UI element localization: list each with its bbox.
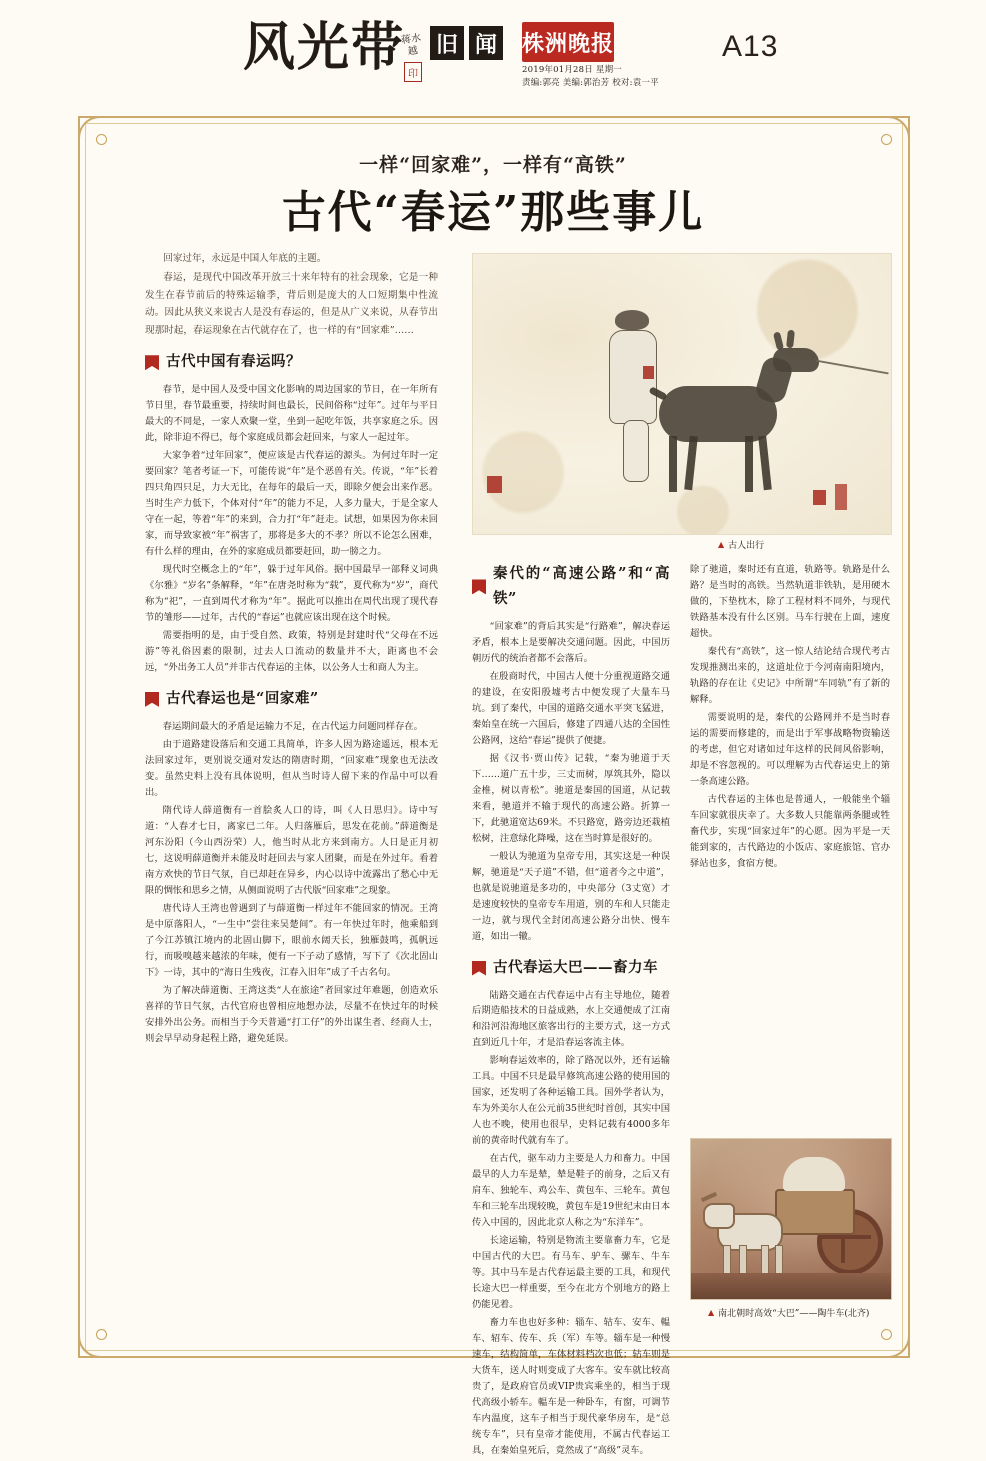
artist-seal-icon-4: [835, 484, 847, 510]
s1-p3: 现代时空概念上的“年”，躲于过年风俗。据中国最早一部释义词典《尔雅》“岁名”条解释，“年”在唐尧时称为“载”，夏代称为“岁”，商代称为“祀”，一直到周代才称为“年”。据此可以推出在周代出现了现代春节的雏形——过年，古代的“春运”也就应该出现在这个时候。: [145, 564, 438, 623]
jiuwen-char-2: 闻: [469, 26, 503, 60]
section-title-3: 秦代的“高速公路”和“高铁”: [493, 565, 670, 607]
s1-p1: 春节，是中国人及受中国文化影响的周边国家的节日，在一年所有节日里，春节最重要，持续时间也最长，民间俗称“过年”。过年与平日最大的不同是，一家人欢聚一堂，坐到一起吃年饭，共享家庭之乐。因此，除非迫不得已，每个家庭成员都会赶回来，与家人一起过年。: [145, 384, 438, 444]
caption-text-2: 南北朝时高效“大巴”——陶牛车(北齐): [718, 1309, 870, 1319]
publication-logo: 风光带: [243, 17, 406, 78]
s4-p1: 陆路交通在古代春运中占有主导地位，随着后期造船技术的日益成熟，水上交通便成了江南和沿河沿海地区旅客出行的主要方式，这一方式直到近几十年，才是沿春运客流主体。: [472, 989, 670, 1049]
wheel-spoke-h: [819, 1235, 871, 1239]
column-2: [472, 562, 670, 1461]
s4-p5: 畜力车也也好多种：辎车、轱车、安车、輼车、轺车、传车、兵（军）车等。辎车是一种慢速车，结构简单，车体材料档次也低；轱车则是大货车，送人时则变成了大客车。安车就比较高贵了，是政府官员或VIP贵宾乘坐的，相当于现代高级小轿车。輼车是一种卧车，有窗，可调节车内温度，这车子相当于现代豪华房车，是“总统专车”，只有皇帝才能使用，不属古代春运工具，在秦始皇死后，竟然成了“高级”灵车。: [472, 1317, 670, 1457]
frame-corner-bottom-left: [78, 1298, 138, 1358]
bookmark-flag-icon-1: [145, 355, 159, 370]
section-heading-2: [145, 687, 438, 712]
donkey-leg-3: [745, 436, 753, 492]
section-title-1: 古代中国有春运吗？: [166, 353, 301, 371]
caption-text: 古人出行: [728, 541, 765, 551]
rider-hat-icon: [615, 310, 649, 330]
artist-seal-icon-2: [643, 366, 654, 379]
bookmark-flag-icon-3: [472, 579, 486, 594]
cart-canopy: [783, 1157, 845, 1191]
s3-p2: 在殷商时代，中国古人便十分重视道路交通的建设，在安阳殷墟考古中便发现了大量车马坑。到了秦代，中国的道路交通水平突飞猛进，秦始皇在统一六国后，修建了四通八达的全国性公路网，这给“春运”提供了便捷。: [472, 670, 670, 746]
lead-paragraphs: [145, 250, 438, 339]
figure-ground: [691, 1273, 891, 1299]
frame-dot-top-left: [96, 134, 107, 145]
donkey-leg-1: [669, 436, 677, 492]
ox-head: [703, 1203, 735, 1229]
section-title-2: 古代春运也是“回家难”: [166, 689, 319, 707]
s2-p3: 隋代诗人薛道衡有一首脍炙人口的诗，叫《人日思归》。诗中写道：“人春才七日，离家已二年。人归落雁后，思发在花前。”薛道衡是河东汾阳（今山西汾荣）人，他当时从北方来到南方。人日是正月初七，这说明薛道衡并未能及时赶回去与家人团聚，而是在外过年。看着南方欢快的节日气氛，自已却赶在异乡，内心以诗中流露出了愁心中无限的惆怅和思乡之情，从侧面说明了古代版“回家难”之现象。: [145, 804, 438, 896]
frame-dot-bottom-right: [881, 1329, 892, 1340]
page-number: A13: [722, 30, 779, 63]
logo-subscript: 蒋水越: [400, 32, 422, 58]
s3-p1: “回家难”的背后其实是“行路难”，解决春运矛盾，根本上是要解决交通问题。因此，中国历朝历代的统治者都不会落后。: [472, 620, 670, 664]
section-heading-1: [145, 350, 438, 375]
s2-p4: 唐代诗人王湾也曾遇到了与薛道衡一样过年不能回家的情况。王湾是中原落阳人，“一生中”尝往来吴楚间”。有一年快过年时，他乘船到了今江苏镇江境内的北固山脚下，眼前水阔天长，独雁鼓鸣，孤帆远行，而吸嗅越来越浓的年味，便有一下子动了感情，写下了《次北固山下》一诗，其中的“海日生残夜，江春入旧年”成了千古名句。: [145, 902, 438, 978]
jiuwen-char-1: 旧: [430, 26, 464, 60]
caption-triangle-icon: ▲: [718, 540, 725, 549]
lead-p2: 春运，是现代中国改革开放三十来年特有的社会现象，它是一种发生在春节前后的特殊运输季，背后则是庞大的人口短期集中性流动。因此从狭义来说古人是没有春运的，但是从广义来说，从春节出现那时起，春运现象在古代就存在了，也一样的有“回家难”……: [145, 272, 438, 336]
figure-ox-cart: [690, 1138, 892, 1300]
rider-leg: [623, 420, 649, 482]
section-heading-4: [472, 956, 670, 981]
s3-p3: 据《汉书·贾山传》记载，“秦为驰道于天下……道广五十步，三丈而树，厚筑其外，隐以金椎，树以青松”。驰道是秦国的国道，从记载来看，驰道并不输于现代的高速公路。折算一下，此驰道宽达69米。不只路宽，路旁边还栽植松树，注意绿化降噪，这在当时算是很好的。: [472, 752, 670, 844]
column-1: [145, 250, 438, 1049]
s3-p5: 除了驰道，秦时还有直道，轨路等。轨路是什么路？是当时的高铁。当然轨道非铁轨，是用硬木做的，下垫枕木，除了工程材料不同外，与现代铁路基本没有什么区别。马车行驶在上面，速度超快。: [690, 564, 890, 639]
lead-p1: 回家过年，永远是中国人年底的主题。: [163, 253, 327, 264]
artist-seal-icon-1: [487, 476, 502, 493]
frame-dot-bottom-left: [96, 1329, 107, 1340]
caption-triangle-icon-2: ▲: [708, 1308, 715, 1317]
column-3: [690, 562, 890, 874]
column-name-jiuwen: [430, 26, 503, 60]
donkey-head: [773, 348, 819, 372]
s2-p5: 为了解决薛道衡、王湾这类“人在旅途”者回家过年难题，创造欢乐喜祥的节日气氛，古代官府也曾相应地想办法，尽量不在快过年的时候安排外出公务。而相当于今天普通“打工仔”的外出谋生者、经商人士，则会早早动身起程上路，避免延误。: [145, 984, 438, 1044]
paper-name-seal: 株洲晚报: [522, 22, 614, 62]
section-title-4: 古代春运大巴——畜力车: [493, 958, 658, 976]
s1-p2: 大家争着“过年回家”，便应该是古代春运的源头。为何过年时一定要回家？笔者考证一下，可能传说“年”是个恶兽有关。传说，“年”长着四只角四只足，力大无比，在每年的最后一天，即除夕便会出来作恶。当时生产力低下，个体对付“年”的能力不足，人多力量大，于是全家人守在一起，等着“年”的来到，合力打“年”赶走。试想，如果因为你未回家，而导致家被“年”祸害了，那将是多大的不孝？所以不论怎么困难，有什么样的理由，在外的家庭成员都要赶回，助一膀之力。: [145, 450, 438, 558]
cart-body: [775, 1189, 855, 1235]
page-title: 古代“春运”那些事儿: [281, 187, 705, 238]
s3-p7: 需要说明的是，秦代的公路网并不是当时春运的需要而修建的，而是出于军事战略物资输送的考虑，但它对诸如过年这样的民间风俗影响，却是不容忽视的。可以理解为古代春运史上的第一条高速公路。: [690, 711, 890, 787]
issue-info: 2019年01月28日 星期一 责编:郭亮 美编:郭治芳 校对:袁一平: [522, 65, 659, 88]
headline-kicker: 一样“回家难”，一样有“高铁”: [359, 154, 627, 176]
figure-caption-1: [718, 538, 764, 551]
s3-p4: 一般认为驰道为皇帝专用，其实这是一种误解，驰道是“天子道”不错，但“道者今之中道”，也就是说驰道是多功的，中央部分（3丈宽）才是速度较快的皇帝专车用道，别的车和人只能走一边，就与现代全封闭高速公路分出快、慢车道，如出一辙。: [472, 850, 670, 942]
figure-caption-2: [708, 1306, 869, 1319]
frame-dot-top-right: [881, 134, 892, 145]
s3-p6: 秦代有“高铁”，这一惊人结论结合现代考古发现推测出来的，这道址位于今河南南阳境内，轨路的存在让《史记》中所谓“车同轨”有了新的解释。: [690, 645, 890, 705]
s4-p4: 长途运输，特别是物流主要靠畜力车，它是中国古代的大巴。有马车、驴车、骡车、牛车等。其中马车是古代春运最主要的工具，和现代长途大巴一样重要，至今在北方个别地方的路上仍能见着。: [472, 1235, 670, 1311]
bookmark-flag-icon-4: [472, 961, 486, 976]
s2-p1: 春运期间最大的矛盾是运输力不足，在古代运力问题同样存在。: [162, 720, 423, 732]
bookmark-flag-icon-2: [145, 692, 159, 707]
s4-p2: 影响春运效率的，除了路况以外，还有运输工具。中国不只是最早修筑高速公路的使用国的国家，还发明了各种运输工具。国外学者认为，车为外美尔人在公元前35世纪时首创，其实中国人也不晚，使用也很早，史料记载有4000多年前的黄帝时代就有车了。: [472, 1055, 670, 1147]
s4-p3: 在古代，驱车动力主要是人力和畜力。中国最早的人力车是辇，辇是鞋子的前身，之后又有肩车、独轮车、鸡公车、黄包车、三轮车。黄包车和三轮车出现较晚，黄包车是19世纪末由日本传入中国的，因此北京人称之为“东洋车”。: [472, 1153, 670, 1229]
s1-p4: 需要指明的是，由于受自然、政策，特别是封建时代“父母在不远游”等礼俗因素的限制，过去人口流动的数量并不大，距离也不会远，“外出务工人员”并非古代春运的主体，以公务人士和商人为主。: [145, 629, 438, 673]
artist-seal-icon-3: [813, 490, 826, 505]
section-heading-3: [472, 562, 670, 612]
logo-seal-icon: 印: [404, 62, 422, 82]
s4-p6: 古代春运的主体也是普通人，一般能坐个辎车回家就很庆幸了。大多数人只能靠两条腿或牲畜代步，实现“回家过年”的心愿。因为平是一天能到家的，古代路边的小饭店、家庭旅馆、官办驿站也多，食宿方便。: [690, 793, 890, 869]
masthead: [0, 0, 986, 110]
s2-p2: 由于道路建设落后和交通工具简单，许多人因为路途遥远，根本无法回家过年，更别说交通对发达的隋唐时期，“回家难”现象也无法改变。虽然史料上没有具体说明，但从当时诗人留下来的作品中可以看出。: [145, 738, 438, 798]
figure-ancient-travel: [472, 253, 892, 535]
